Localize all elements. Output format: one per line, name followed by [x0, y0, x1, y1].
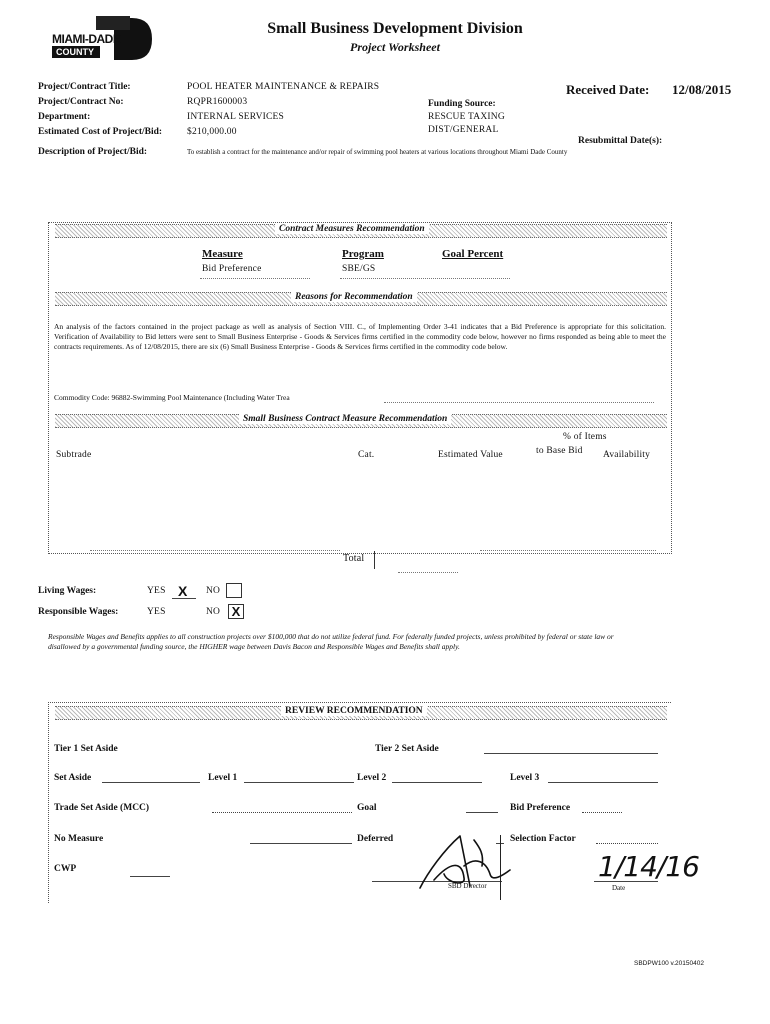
level1-label: Level 1	[208, 773, 238, 783]
deferred-label: Deferred	[357, 834, 394, 844]
no-measure-label: No Measure	[54, 834, 104, 844]
tier2-line	[484, 753, 658, 754]
level1-line	[244, 782, 354, 783]
cwp-line	[130, 876, 170, 877]
responsible-wages-no-label: NO	[206, 607, 221, 617]
total-underline	[398, 572, 458, 573]
bid-preference-line	[582, 812, 622, 813]
reasons-text: An analysis of the factors contained in the project package as well as analysis of Section VIII. C., of Implementing Order 3-41 indicates that a Bid Preference is appropriate for this solicitation. Verification of Availability to Bid letters were sent to Small Business Enterprise - Goods & Services firms certified in the commodity code below, however no firms responded as being able to meet the contracts requirements. As of 12/08/2015, there are six (6) Small Business Enterprise - Goods & Services firms certified in the commodity code below.	[54, 322, 666, 351]
living-wages-yes-line	[172, 598, 196, 599]
level2-label: Level 2	[357, 773, 387, 783]
date-label: Date	[612, 884, 626, 892]
tier2-label: Tier 2 Set Aside	[375, 744, 439, 754]
cwp-label: CWP	[54, 864, 77, 874]
living-wages-no-checkbox[interactable]	[226, 583, 242, 598]
bid-preference-label: Bid Preference	[510, 803, 571, 813]
estimated-value-column-header: Estimated Value	[438, 450, 503, 460]
reasons-band	[55, 292, 667, 306]
funding-source-value-1: RESCUE TAXING	[428, 112, 505, 122]
small-business-heading: Small Business Contract Measure Recommendation	[239, 414, 451, 424]
living-wages-yes-label: YES	[147, 586, 166, 596]
review-band	[55, 706, 667, 720]
reasons-heading: Reasons for Recommendation	[291, 292, 417, 302]
level3-label: Level 3	[510, 773, 540, 783]
handwritten-date: 1/14/16	[598, 850, 699, 883]
department-value: INTERNAL SERVICES	[187, 112, 285, 122]
program-underline	[340, 278, 510, 279]
director-signature	[404, 826, 514, 898]
set-aside-line	[102, 782, 200, 783]
page-subtitle: Project Worksheet	[350, 40, 440, 54]
cat-column-header: Cat.	[358, 450, 375, 460]
contract-measures-heading: Contract Measures Recommendation	[275, 224, 429, 234]
tier1-label: Tier 1 Set Aside	[54, 744, 118, 754]
responsible-wages-no-checkbox[interactable]: X	[228, 604, 244, 619]
responsible-wages-note: Responsible Wages and Benefits applies to all construction projects over $100,000 that do not utilize federal fund. For federally funded projects, unless prohibited by federal or state law or disallowed by a governmental funding source, the HIGHER wage between Davis Bacon and Responsible Wages and Benefits shall apply.	[48, 632, 614, 651]
sbd-director-label: SBD Director	[448, 882, 487, 890]
total-label: Total	[343, 553, 365, 564]
total-divider	[374, 551, 375, 569]
received-date-value: 12/08/2015	[672, 82, 732, 97]
percent-items-header-line2: to Base Bid	[536, 446, 583, 456]
no-measure-line	[250, 843, 352, 844]
program-value: SBE/GS	[342, 264, 376, 274]
project-no-label: Project/Contract No:	[38, 97, 124, 107]
page-title: Small Business Development Division	[267, 20, 523, 37]
goal-label: Goal	[357, 803, 377, 813]
small-business-band	[55, 414, 667, 428]
level3-line	[548, 782, 658, 783]
received-date-label: Received Date:	[566, 82, 650, 97]
commodity-underline	[384, 402, 654, 403]
description-value: To establish a contract for the maintenance and/or repair of swimming pool heaters at various locations throughout Miami Dade County	[187, 148, 568, 156]
availability-column-header: Availability	[603, 450, 651, 460]
measure-value: Bid Preference	[202, 264, 262, 274]
project-title-value: POOL HEATER MAINTENANCE & REPAIRS	[187, 82, 380, 92]
living-wages-yes-mark[interactable]: X	[178, 583, 188, 599]
funding-source-label: Funding Source:	[428, 99, 496, 109]
funding-source-value-2: DIST/GENERAL	[428, 125, 499, 135]
selection-factor-line	[596, 843, 658, 844]
responsible-wages-yes-label: YES	[147, 607, 166, 617]
percent-items-header-line1: % of Items	[563, 432, 607, 442]
program-column-header: Program	[342, 248, 384, 260]
living-wages-label: Living Wages:	[38, 586, 97, 596]
logo-text-line2: COUNTY	[56, 47, 94, 57]
project-title-label: Project/Contract Title:	[38, 82, 131, 92]
contract-measures-band	[55, 224, 667, 238]
measure-underline	[200, 278, 310, 279]
set-aside-label: Set Aside	[54, 773, 92, 783]
description-label: Description of Project/Bid:	[38, 147, 148, 157]
commodity-code: Commodity Code: 96882-Swimming Pool Maintenance (Including Water Trea	[54, 393, 290, 402]
estimated-cost-value: $210,000.00	[187, 127, 237, 137]
goal-percent-column-header: Goal Percent	[442, 248, 504, 260]
estimated-cost-label: Estimated Cost of Project/Bid:	[38, 127, 163, 137]
project-no-value: RQPR1600003	[187, 97, 248, 107]
resubmittal-date-label: Resubmittal Date(s):	[578, 136, 663, 146]
goal-line	[466, 812, 498, 813]
measure-column-header: Measure	[202, 248, 243, 260]
selection-factor-label: Selection Factor	[510, 834, 576, 844]
total-right-underline	[480, 550, 656, 551]
total-left-underline	[90, 550, 340, 551]
living-wages-no-label: NO	[206, 586, 221, 596]
logo-text-line1: MIAMI-DADE	[52, 32, 121, 46]
form-code: SBDPW100 v.20150402	[634, 960, 704, 967]
review-heading: REVIEW RECOMMENDATION	[281, 706, 427, 716]
trade-set-aside-label: Trade Set Aside (MCC)	[54, 803, 150, 813]
trade-set-aside-line	[212, 812, 352, 813]
subtrade-column-header: Subtrade	[56, 450, 92, 460]
responsible-wages-label: Responsible Wages:	[38, 607, 119, 617]
level2-line	[392, 782, 482, 783]
department-label: Department:	[38, 112, 91, 122]
